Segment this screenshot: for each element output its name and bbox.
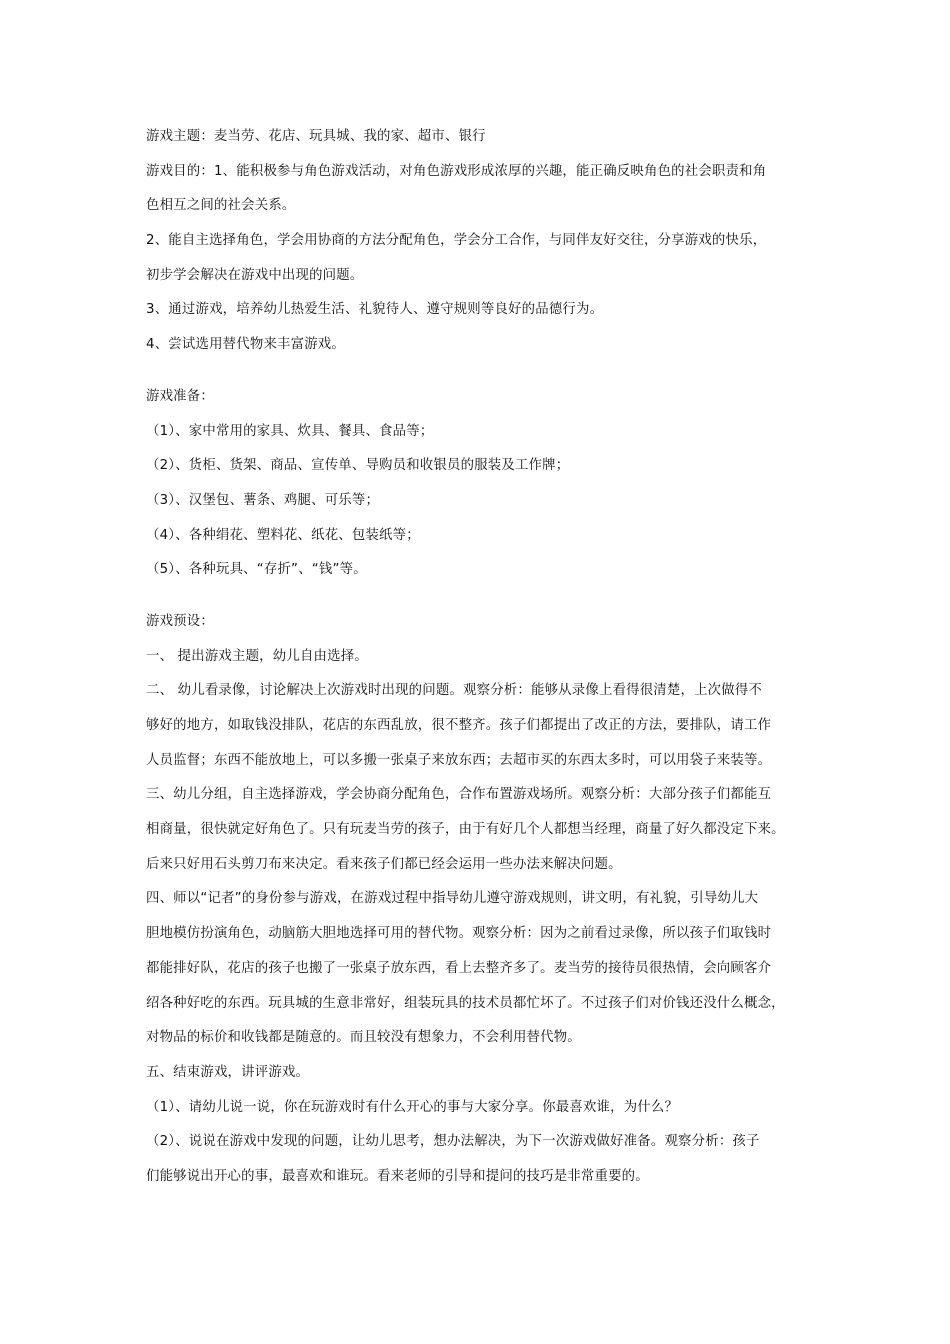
preset-line: 一、 提出游戏主题，幼儿自由选择。 <box>146 648 368 664</box>
preset-line: 胆地模仿扮演角色，动脑筋大胆地选择可用的替代物。观察分析：因为之前看过录像，所以孩子们取钱时 <box>146 926 772 942</box>
preparation-section <box>146 384 826 592</box>
preparation-heading: 游戏准备： <box>146 388 214 404</box>
preset-line: 们能够说出开心的事，最喜欢和谁玩。看来老师的引导和提问的技巧是非常重要的。 <box>146 1168 649 1184</box>
preparation-item: （3）、汉堡包、薯条、鸡腿、可乐等； <box>146 492 380 508</box>
preset-line: 对物品的标价和收钱都是随意的。而且较没有想象力，不会利用替代物。 <box>146 1030 581 1046</box>
preset-line: 绍各种好吃的东西。玩具城的生意非常好，组装玩具的技术员都忙坏了。不过孩子们对价钱还没什么概念， <box>146 995 785 1011</box>
preset-line: 都能排好队，花店的孩子也搬了一张桌子放东西，看上去整齐多了。麦当劳的接待员很热情，会向顾客介 <box>146 960 772 976</box>
goal-line: 3、通过游戏，培养幼儿热爱生活、礼貌待人、遵守规则等良好的品德行为。 <box>146 302 604 318</box>
preparation-item: （2）、货柜、货架、商品、宣传单、导购员和收银员的服装及工作牌； <box>146 458 570 474</box>
goals-section <box>146 159 826 367</box>
goal-line: 初步学会解决在游戏中出现的问题。 <box>146 267 364 283</box>
preset-line: 够好的地方，如取钱没排队，花店的东西乱放，很不整齐。孩子们都提出了改正的方法，要排队，请工作 <box>146 718 772 733</box>
goal-line: 4、尝试选用替代物来丰富游戏。 <box>146 337 345 353</box>
goal-line: 色相互之间的社会关系。 <box>146 198 296 214</box>
preset-section <box>146 609 826 1199</box>
preset-heading: 游戏预设： <box>146 613 214 629</box>
goal-line: 游戏目的：1、能积极参与角色游戏活动，对角色游戏形成浓厚的兴趣，能正确反映角色的社会职责和角 <box>146 163 767 179</box>
preset-line: 五、结束游戏，讲评游戏。 <box>146 1064 310 1080</box>
preparation-item: （1）、家中常用的家具、炊具、餐具、食品等； <box>146 423 434 439</box>
preset-line: 后来只好用石头剪刀布来决定。看来孩子们都已经会运用一些办法来解决问题。 <box>146 856 622 872</box>
preparation-item: （4）、各种绢花、塑料花、纸花、包装纸等； <box>146 527 420 543</box>
preset-line: （2）、说说在游戏中发现的问题，让幼儿思考，想办法解决，为下一次游戏做好准备。观察分析：孩子 <box>146 1134 760 1150</box>
paragraph-gap <box>146 367 826 384</box>
preset-line: 三、幼儿分组，自主选择游戏，学会协商分配角色，合作布置游戏场所。观察分析：大部分孩子们都能互 <box>146 787 772 803</box>
document-body <box>146 124 826 1199</box>
preset-line: 二、 幼儿看录像，讨论解决上次游戏时出现的问题。观察分析：能够从录像上看得很清楚，上次做得不 <box>146 683 763 699</box>
theme-line: 游戏主题：麦当劳、花店、玩具城、我的家、超市、银行 <box>146 129 486 144</box>
preset-line: 人员监督；东西不能放地上，可以多搬一张桌子来放东西；去超市买的东西太多时，可以用袋子来装等。 <box>146 752 772 768</box>
preparation-item: （5）、各种玩具、“存折”、“钱”等。 <box>146 562 367 578</box>
goal-line: 2、能自主选择角色，学会用协商的方法分配角色，学会分工合作，与同伴友好交往，分享游戏的快乐， <box>146 233 767 249</box>
preset-line: （1）、请幼儿说一说，你在玩游戏时有什么开心的事与大家分享。你最喜欢谁，为什么？ <box>146 1099 679 1115</box>
paragraph-gap <box>146 592 826 609</box>
preset-line: 相商量，很快就定好角色了。只有玩麦当劳的孩子，由于有好几个人都想当经理，商量了好久都没定下来。 <box>146 822 785 838</box>
preset-line: 四、师以“记者”的身份参与游戏，在游戏过程中指导幼儿遵守游戏规则，讲文明，有礼貌，引导幼儿大 <box>146 891 759 907</box>
